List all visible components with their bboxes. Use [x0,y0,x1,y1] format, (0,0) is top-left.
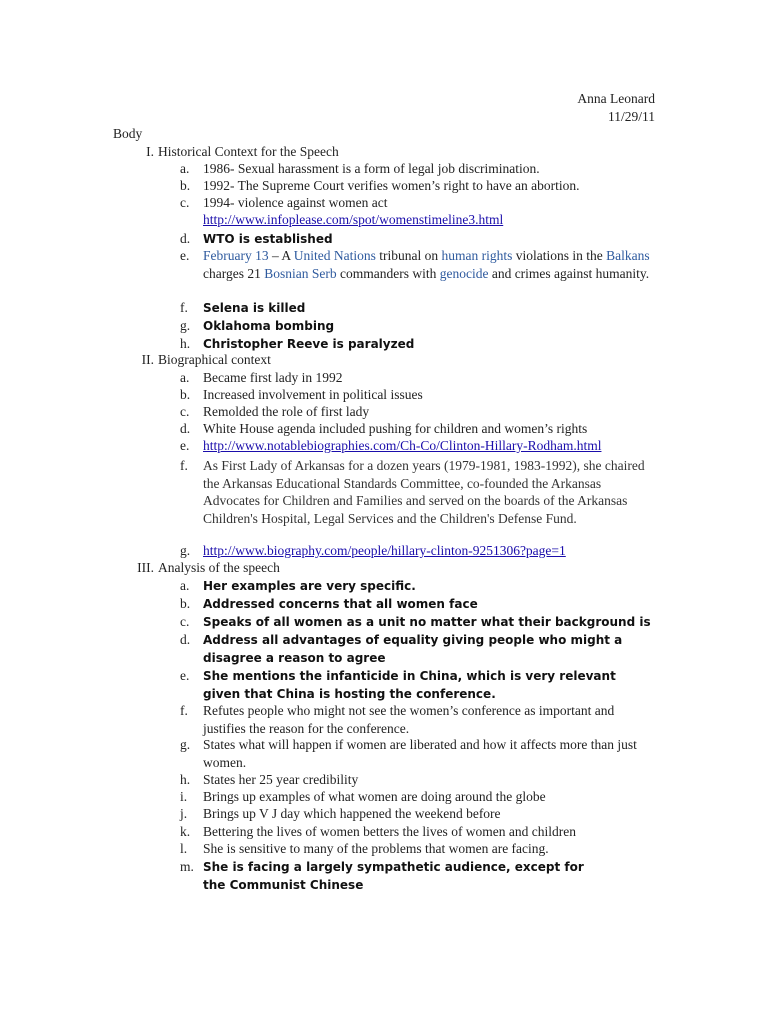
item-text: White House agenda included pushing for children and women’s rights [203,421,588,436]
item-letter: g. [180,737,191,752]
item-text: Her examples are very specific. [203,579,416,593]
item-text [203,247,658,282]
item-text: States what will happen if women are liberated and how it affects more than just women. [203,737,637,770]
author-name: Anna Leonard [577,91,655,106]
human-rights-link[interactable]: human rights [441,248,513,263]
section-title: Biographical context [158,352,271,367]
item-text: 1986- Sexual harassment is a form of legal job discrimination. [203,161,540,176]
united-nations-link[interactable]: United Nations [293,248,376,263]
item-letter: d. [180,231,191,246]
body-label: Body [113,126,143,141]
item-letter: d. [180,632,191,647]
item-text: Bettering the lives of women betters the lives of women and children [203,824,577,839]
item-letter: k. [180,824,191,839]
item-letter: g. [180,543,191,558]
text-fragment: charges 21 [203,265,265,281]
item-letter: h. [180,336,191,351]
genocide-link[interactable]: genocide [439,265,489,281]
item-letter: f. [180,703,188,718]
item-letter: c. [180,614,190,629]
item-text: 1994- violence against women act [203,195,388,210]
item-letter: b. [180,387,191,402]
item-letter: e. [180,668,190,683]
item-text: She mentions the infanticide in China, which is very relevant given that China is hosting the conference. [203,669,616,701]
date-link[interactable]: February 13 [203,248,269,263]
item-letter: m. [180,859,194,874]
item-text: Brings up examples of what women are doing around the globe [203,789,546,804]
item-text: As First Lady of Arkansas for a dozen years (1979-1981, 1983-1992), she chaired the Arkansas Educational Standards Committee, co-founded the Arkansas Advocates for Children and Families and served on the boards of the Arkansas Children's Hospital, Legal Services and the Children's Defense Fund. [203,458,645,526]
item-letter: j. [180,806,188,821]
item-text: 1992- The Supreme Court verifies women’s right to have an abortion. [203,178,580,193]
item-text: Address all advantages of equality giving people who might a disagree a reason to agree [203,633,623,665]
item-text: Brings up V J day which happened the weekend before [203,806,501,821]
balkans-link[interactable]: Balkans [606,248,650,263]
item-letter: a. [180,578,190,593]
text-fragment: tribunal on [375,248,442,263]
item-letter: b. [180,596,191,611]
document-header [577,90,655,125]
item-text: Refutes people who might not see the women’s conference as important and justifies the reason for the conference. [203,703,615,736]
item-letter: i. [180,789,188,804]
item-letter: c. [180,404,190,419]
text-fragment: and crimes against humanity. [488,265,650,281]
section-number: III. [137,560,154,575]
reference-link[interactable]: http://www.notablebiographies.com/Ch-Co/Clinton-Hillary-Rodham.html [203,438,602,453]
item-text: She is sensitive to many of the problems that women are facing. [203,841,549,856]
text-fragment: violations in the [512,248,607,263]
item-letter: f. [180,300,188,315]
bosnian-serb-link[interactable]: Bosnian Serb [264,265,337,281]
item-text: States her 25 year credibility [203,772,359,787]
section-number: II. [141,352,154,367]
section-title: Analysis of the speech [158,560,280,575]
item-letter: l. [180,841,188,856]
item-letter: d. [180,421,191,436]
item-text: Selena is killed [203,301,306,315]
item-text: Remolded the role of first lady [203,404,370,419]
item-letter: h. [180,772,191,787]
item-letter: e. [180,248,190,263]
reference-link[interactable]: http://www.biography.com/people/hillary-clinton-9251306?page=1 [203,543,566,558]
item-text: WTO is established [203,232,333,246]
item-letter: b. [180,178,191,193]
text-fragment: commanders with [336,265,440,281]
item-text: Oklahoma bombing [203,319,335,333]
document-date: 11/29/11 [608,108,655,124]
item-text: Became first lady in 1992 [203,370,343,385]
section-number: I. [146,144,154,159]
item-text: Christopher Reeve is paralyzed [203,337,415,351]
item-text: She is facing a largely sympathetic audience, except for the Communist Chinese [203,860,584,892]
item-letter: g. [180,318,191,333]
item-letter: e. [180,438,190,453]
reference-link[interactable]: http://www.infoplease.com/spot/womenstimeline3.html [203,212,504,227]
section-title: Historical Context for the Speech [158,144,339,159]
item-text: Increased involvement in political issues [203,387,423,402]
item-text: Speaks of all women as a unit no matter what their background is [203,615,651,629]
item-letter: a. [180,370,190,385]
text-fragment: – A [268,248,294,263]
item-text: Addressed concerns that all women face [203,597,478,611]
item-letter: a. [180,161,190,176]
item-letter: c. [180,195,190,210]
item-letter: f. [180,458,188,473]
